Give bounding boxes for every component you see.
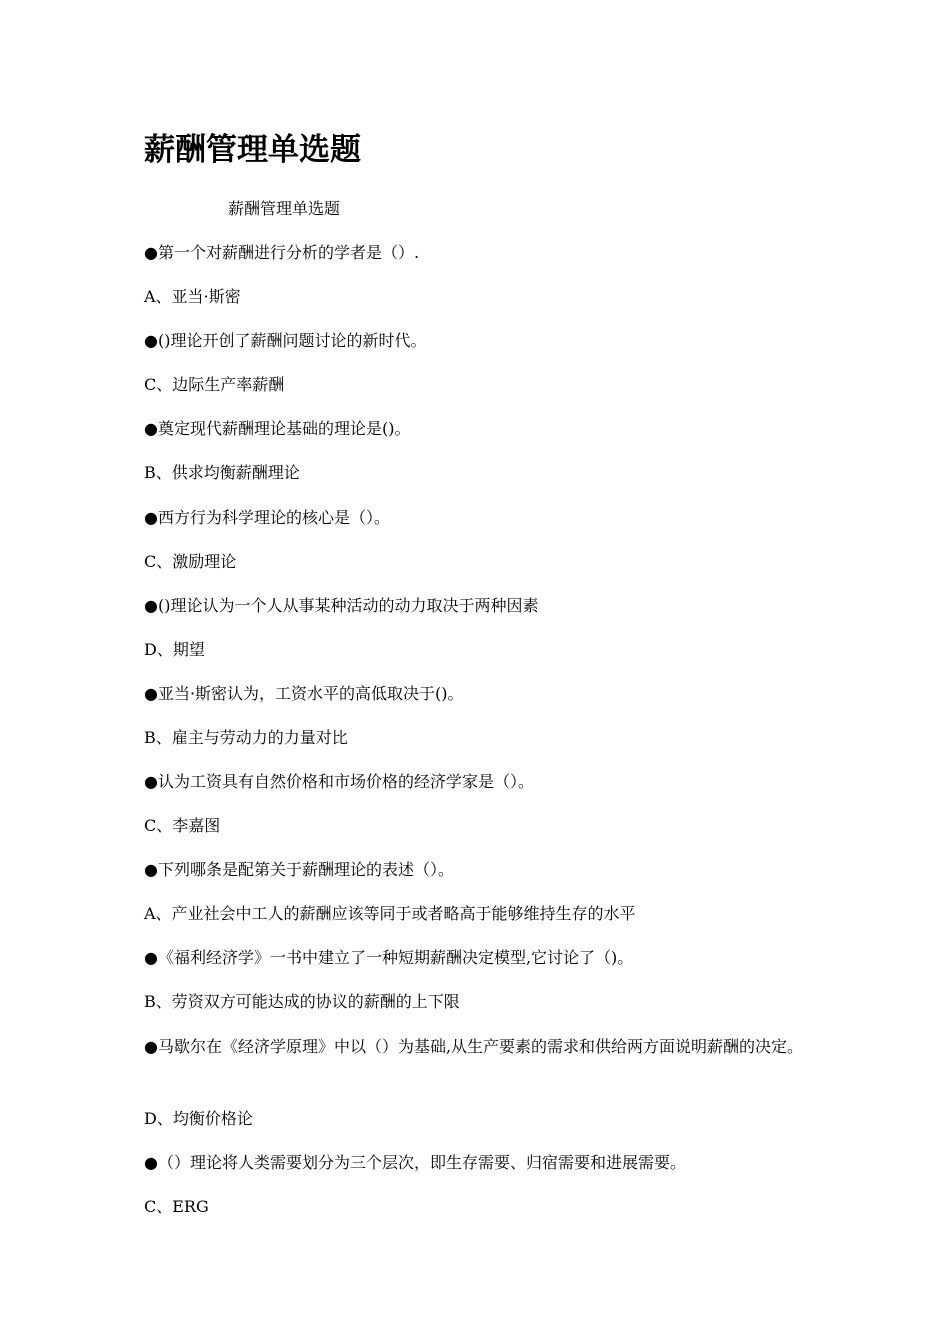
answer-3: B、供求均衡薪酬理论	[144, 463, 300, 482]
question-11: ●（）理论将人类需要划分为三个层次，即生存需要、归宿需要和进展需要。	[144, 1153, 686, 1172]
answer-11: C、ERG	[144, 1197, 209, 1216]
answer-9: B、劳资双方可能达成的协议的薪酬的上下限	[144, 992, 460, 1011]
answer-2: C、边际生产率薪酬	[144, 375, 285, 394]
question-2: ●()理论开创了薪酬问题讨论的新时代。	[144, 331, 427, 350]
answer-5: D、期望	[144, 640, 205, 659]
question-1: ●第一个对薪酬进行分析的学者是（）.	[144, 243, 420, 262]
question-6: ●亚当·斯密认为，工资水平的高低取决于()。	[144, 684, 464, 703]
answer-8: A、产业社会中工人的薪酬应该等同于或者略高于能够维持生存的水平	[144, 904, 636, 923]
answer-4: C、激励理论	[144, 552, 237, 571]
question-5: ●()理论认为一个人从事某种活动的动力取决于两种因素	[144, 596, 539, 615]
document-title: 薪酬管理单选题	[144, 132, 361, 168]
answer-1: A、亚当·斯密	[144, 287, 241, 306]
document-subtitle: 薪酬管理单选题	[228, 199, 341, 218]
answer-10: D、均衡价格论	[144, 1109, 253, 1128]
question-3: ●奠定现代薪酬理论基础的理论是()。	[144, 419, 411, 438]
question-9: ●《福利经济学》一书中建立了一种短期薪酬决定模型,它讨论了（)。	[144, 948, 634, 967]
question-7: ●认为工资具有自然价格和市场价格的经济学家是（）。	[144, 772, 534, 791]
question-4: ●西方行为科学理论的核心是（）。	[144, 508, 390, 527]
question-8: ●下列哪条是配第关于薪酬理论的表述（）。	[144, 860, 454, 879]
question-10: ●马歇尔在《经济学原理》中以（）为基础,从生产要素的需求和供给两方面说明薪酬的决定。	[144, 1037, 804, 1056]
answer-6: B、雇主与劳动力的力量对比	[144, 728, 348, 747]
answer-7: C、李嘉图	[144, 816, 221, 835]
